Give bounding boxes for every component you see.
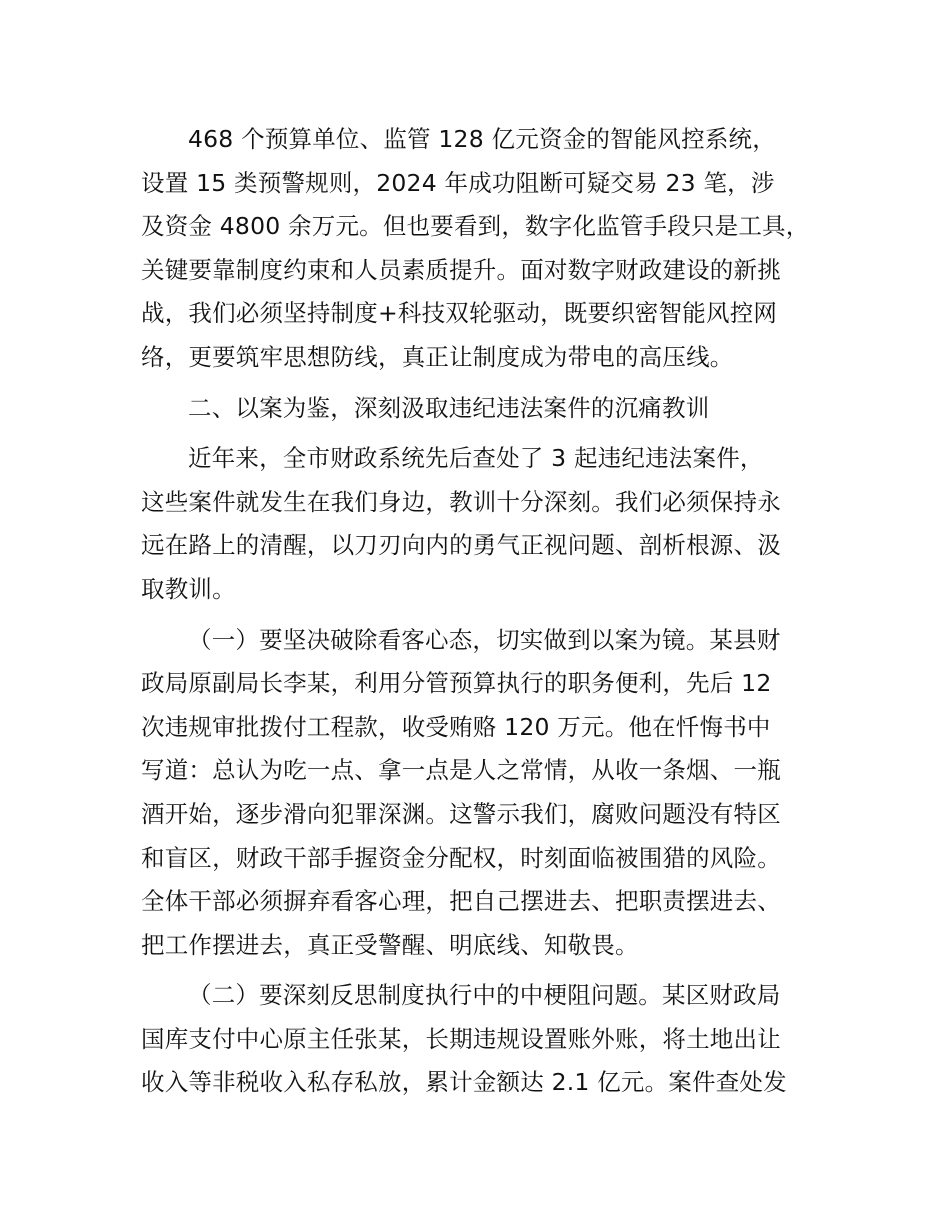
text-line: 写道：总认为吃一点、拿一点是人之常情，从收一条烟、一瓶 [141, 756, 781, 785]
text-line: 关键要靠制度约束和人员素质提升。面对数字财政建设的新挑 [141, 255, 781, 284]
text-line: （二）要深刻反思制度执行中的中梗阻问题。某区财政局 [188, 981, 781, 1010]
document-page [141, 118, 836, 1105]
text-line: 全体干部必须摒弃看客心理，把自己摆进去、把职责摆进去、 [141, 887, 781, 916]
text-line: 近年来，全市财政系统先后查处了 3 起违纪违法案件， [188, 444, 764, 473]
text-line: 政局原副局长李某，利用分管预算执行的职务便利，先后 12 [141, 669, 772, 698]
paragraph-cases-intro [141, 437, 836, 611]
text-line: 468 个预算单位、监管 128 亿元资金的智能风控系统， [188, 125, 776, 153]
text-line: 把工作摆进去，真正受警醒、明底线、知敬畏。 [141, 930, 639, 959]
text-line: （一）要坚决破除看客心态，切实做到以案为镜。某县财 [188, 625, 781, 654]
text-line: 设置 15 类预警规则，2024 年成功阻断可疑交易 23 笔，涉 [141, 168, 775, 197]
text-line: 国库支付中心原主任张某，长期违规设置账外账，将土地出让 [141, 1024, 781, 1053]
text-line: 次违规审批拨付工程款，收受贿赂 120 万元。他在忏悔书中 [141, 712, 771, 741]
text-line: 远在路上的清醒，以刀刃向内的勇气正视问题、剖析根源、汲 [141, 531, 781, 560]
text-line: 收入等非税收入私存私放，累计金额达 2.1 亿元。案件查处发 [141, 1068, 787, 1097]
paragraph-risk-control [141, 118, 836, 380]
text-line: 战，我们必须坚持制度+科技双轮驱动，既要织密智能风控网 [141, 299, 778, 328]
text-line: 络，更要筑牢思想防线，真正让制度成为带电的高压线。 [141, 342, 734, 371]
text-line: 这些案件就发生在我们身边，教训十分深刻。我们必须保持永 [141, 487, 781, 516]
section-heading [141, 387, 836, 431]
text-line: 取教训。 [141, 574, 236, 603]
paragraph-case-one [141, 619, 836, 968]
text-line: 及资金 4800 余万元。但也要看到，数字化监管手段只是工具， [141, 212, 810, 241]
text-line: 和盲区，财政干部手握资金分配权，时刻面临被围猎的风险。 [141, 843, 781, 872]
heading-line: 二、以案为鉴，深刻汲取违纪违法案件的沉痛教训 [188, 393, 710, 422]
text-line: 酒开始，逐步滑向犯罪深渊。这警示我们，腐败问题没有特区 [141, 799, 781, 828]
paragraph-case-two [141, 974, 836, 1105]
